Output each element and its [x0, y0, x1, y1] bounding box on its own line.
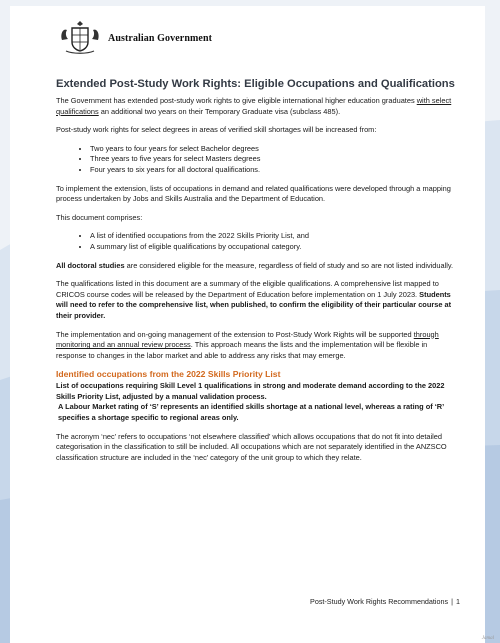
footer-separator: | — [451, 597, 453, 606]
management-text-end: . This approach means the lists and the implementation will be flexible in response to changes in the labor market and able to address any risks that may emerge. — [56, 340, 428, 360]
implementation-paragraph: To implement the extension, lists of occupations in demand and related qualifications were developed through a mapping process undertaken by Jobs and Skills Australia and the Department of Education. — [56, 183, 451, 204]
increase-lead: Post-study work rights for select degrees in areas of verified skill shortages will be increased from: — [56, 125, 377, 135]
doctoral-paragraph — [56, 261, 456, 272]
intro-text: The Government has extended post-study work rights to give eligible international higher education graduates — [56, 96, 417, 105]
footer-label: Post-Study Work Rights Recommendations — [310, 597, 449, 606]
list-item: • Two years to four years for select Bachelor degrees — [90, 144, 456, 155]
increase-list — [56, 144, 456, 176]
summary-bold: Students will need to refer to the comprehensive list, when published, to confirm the eligibility of their particular course at their provider. — [56, 289, 452, 320]
list-item: • Three years to five years for select Masters degrees — [90, 154, 456, 165]
management-text: The implementation and on-going management of the extension to Post-Study Work Rights will be supported — [56, 329, 414, 339]
page-footer — [310, 597, 460, 606]
doctoral-bold: All doctoral studies — [56, 260, 125, 270]
page-number: 1 — [456, 597, 460, 606]
comprises-lead: This document comprises: — [56, 212, 143, 222]
annual-review-link[interactable]: through monitoring and an annual review process — [56, 329, 439, 350]
labour-market-rating-note: A Labour Market rating of ‘S’ represents an identified skills shortage at a national level, whereas a rating of ‘R’ specifies a shortage specific to regional areas only. — [58, 402, 444, 423]
section-bold-intro: List of occupations requiring Skill Level 1 qualifications in strong and moderate demand according to the 2022 Skills Priority List, adjusted by a manual validation process. — [56, 381, 445, 401]
intro-text-end: an additional two years on their Temporary Graduate visa (subclass 485). — [98, 106, 341, 116]
summary-paragraph — [56, 279, 456, 321]
intro-paragraph — [56, 96, 456, 117]
summary-text: The qualifications listed in this document are a summary of the eligible qualifications. A comprehensive list mapped to CRICOS course codes will be released by the Department of Education before implementation on 1 July 2023. — [56, 279, 439, 299]
management-paragraph — [56, 330, 456, 362]
corner-watermark: Jamal — [481, 636, 494, 641]
document-title: Extended Post-Study Work Rights: Eligible Occupations and Qualifications — [56, 78, 455, 90]
list-item: • A summary list of eligible qualifications by occupational category. — [90, 242, 456, 253]
section-heading: Identified occupations from the 2022 Skills Priority List — [56, 369, 281, 380]
coat-of-arms-icon — [58, 20, 102, 56]
government-name: Australian Government — [108, 32, 213, 44]
select-qualifications-link[interactable]: with select qualifications — [56, 96, 452, 116]
list-item: • A list of identified occupations from the 2022 Skills Priority List, and — [90, 231, 456, 242]
list-item: • Four years to six years for all doctoral qualifications. — [90, 165, 456, 176]
nec-paragraph: The acronym ‘nec’ refers to occupations ‘not elsewhere classified’ which allows occupations that do not fit into detailed categorisation in the classification to still be included. All occupations which are not separately identified in the ANZSCO classification structure are included in the ‘nec’ category of the unit group to which they relate. — [56, 431, 447, 462]
comprises-list — [56, 231, 456, 252]
doctoral-text: are considered eligible for the measure, regardless of field of study and so are not listed individually. — [124, 260, 454, 270]
page-header — [58, 18, 212, 58]
document-body — [56, 76, 456, 471]
